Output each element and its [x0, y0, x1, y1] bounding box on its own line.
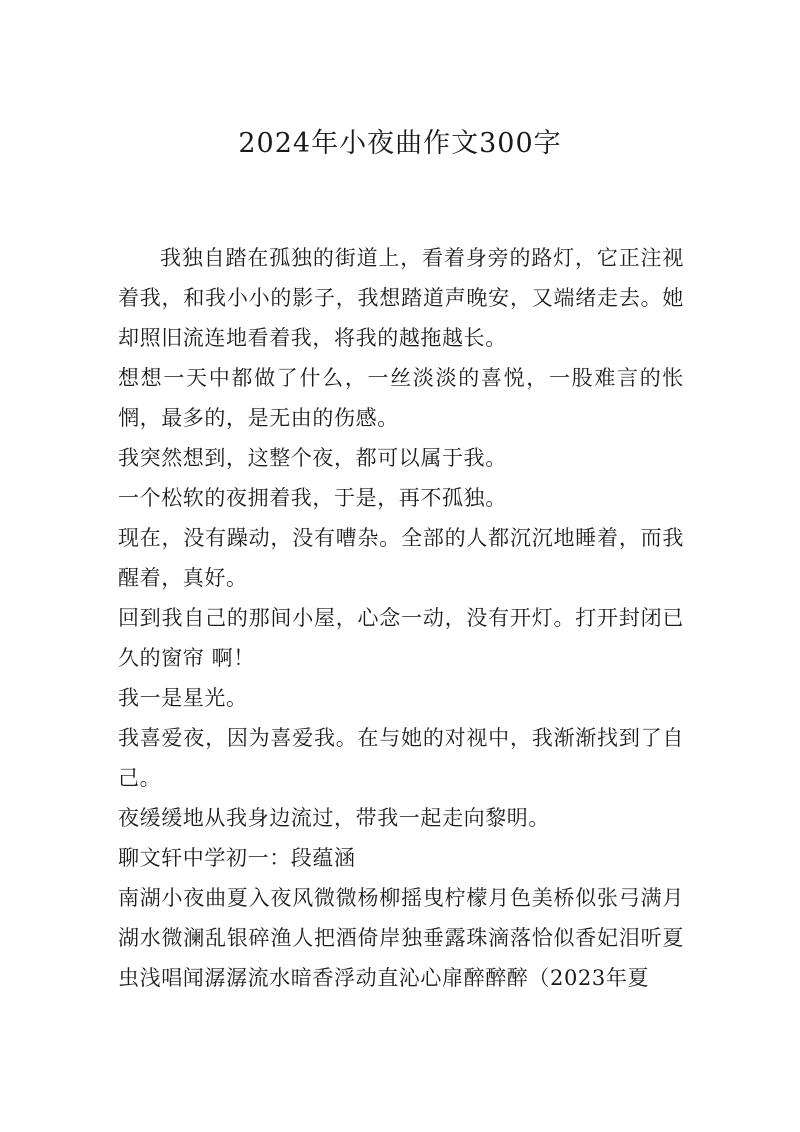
paragraph: 聊文轩中学初一：段蕴涵 [118, 846, 356, 870]
paragraph: 南湖小夜曲夏入夜风微微杨柳摇曳柠檬月色美桥似张弓满月湖水微澜乱银碎渔人把酒倚岸独垂露珠滴落恰似香妃泪听夏虫浅唱闻潺潺流水暗香浮动直沁心扉醉醉醉（2023年夏 [118, 886, 684, 990]
paragraph: 我突然想到，这整个夜，都可以属于我。 [118, 446, 507, 470]
document-body [118, 238, 684, 998]
document-title: 2024年小夜曲作文300字 [238, 128, 562, 159]
paragraph: 一个松软的夜拥着我，于是，再不孤独。 [118, 486, 507, 510]
paragraph: 夜缓缓地从我身边流过，带我一起走向黎明。 [118, 806, 550, 830]
paragraph: 我喜爱夜，因为喜爱我。在与她的对视中，我渐渐找到了自己。 [118, 726, 684, 790]
paragraph: 想想一天中都做了什么，一丝淡淡的喜悦，一股难言的怅惘，最多的，是无由的伤感。 [118, 366, 684, 430]
paragraph: 回到我自己的那间小屋，心念一动，没有开灯。打开封闭已久的窗帘 啊！ [118, 606, 684, 670]
paragraph: 我独自踏在孤独的街道上，看着身旁的路灯，它正注视着我，和我小小的影子，我想踏道声晚安，又端绪走去。她却照旧流连地看着我，将我的越拖越长。 [118, 246, 684, 350]
paragraph: 现在，没有躁动，没有嘈杂。全部的人都沉沉地睡着，而我醒着，真好。 [118, 526, 684, 590]
paragraph: 我一是星光。 [118, 686, 248, 710]
